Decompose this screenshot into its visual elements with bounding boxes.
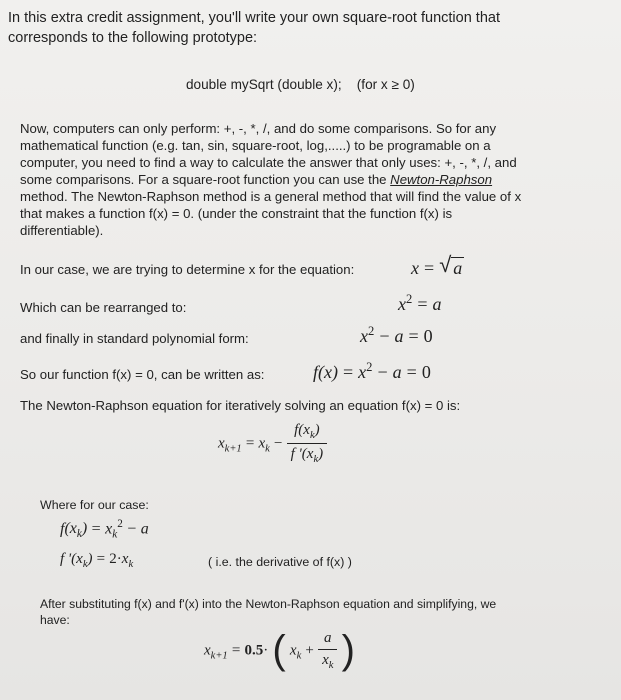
step-1-text: In our case, we are trying to determine x for the equation:: [20, 262, 355, 277]
para-line-2: mathematical function (e.g. tan, sin, square-root, log,.....) to be programable on a: [20, 138, 491, 153]
para-line-4: [20, 172, 492, 189]
case-fx-equation: $f(x_k) = x_k^2 - a$: [60, 518, 149, 541]
intro-line-2: corresponds to the following prototype:: [8, 30, 258, 46]
case-fprime-equation: f '$(x_k) = 2\cdot x_k$: [60, 551, 134, 570]
para-line-4-text: some comparisons. For a square-root function you can use the: [20, 172, 391, 187]
para-line-1: Now, computers can only perform: +, -, *, /, and do some comparisons. So for any: [20, 121, 497, 136]
equation-square: $x^2 = a$: [398, 292, 442, 314]
para-line-3: computer, you need to find a way to calculate the answer that only uses: +, -, *, /, and: [20, 155, 517, 170]
final-equation: $x_{k+1} = 0.5\cdot$ ( $x_k$ + $\frac{a}{x_k}$ ): [204, 628, 355, 672]
para-line-7: differentiable).: [20, 223, 104, 238]
newton-raphson-equation: $x_{k+1} = x_k$ − $\frac{f(x_k)}{f '(x_k)}$: [218, 422, 327, 465]
intro-line-1: In this extra credit assignment, you'll write your own square-root function that: [8, 10, 500, 26]
prototype-line: [186, 77, 415, 92]
final-fraction: $\frac{a}{x_k}$: [318, 630, 337, 671]
after-line-2: have:: [40, 613, 70, 627]
after-line-1: After substituting f(x) and f'(x) into the Newton-Raphson equation and simplifying, we: [40, 597, 497, 611]
equation-polynomial: $x^2 - a = 0$: [360, 324, 433, 346]
para-line-6: that makes a function f(x) = 0. (under the constraint that the function f(x) is: [20, 206, 453, 221]
step-3-text: and finally in standard polynomial form:: [20, 331, 249, 346]
step-2-text: Which can be rearranged to:: [20, 300, 187, 315]
para-line-5: method. The Newton-Raphson method is a general method that will find the value of x: [20, 189, 522, 204]
sqrt-symbol: √ a: [439, 252, 463, 278]
prototype-signature: double mySqrt (double x);: [186, 77, 342, 92]
equation-function: $f(x) = x^2 - a = 0$: [313, 360, 431, 382]
step-4-text: So our function f(x) = 0, can be written as:: [20, 367, 265, 382]
nr-fraction: $\frac{f(x_k)}{f '(x_k)}$: [287, 422, 327, 465]
derivative-note: ( i.e. the derivative of f(x) ): [208, 555, 352, 569]
step-5-text: The Newton-Raphson equation for iteratively solving an equation f(x) = 0 is:: [20, 398, 461, 413]
equation-sqrt: x = √ a: [411, 252, 463, 278]
prototype-condition: (for x ≥ 0): [356, 77, 415, 92]
case-label: Where for our case:: [40, 498, 149, 512]
newton-raphson-link[interactable]: Newton-Raphson: [390, 172, 493, 187]
